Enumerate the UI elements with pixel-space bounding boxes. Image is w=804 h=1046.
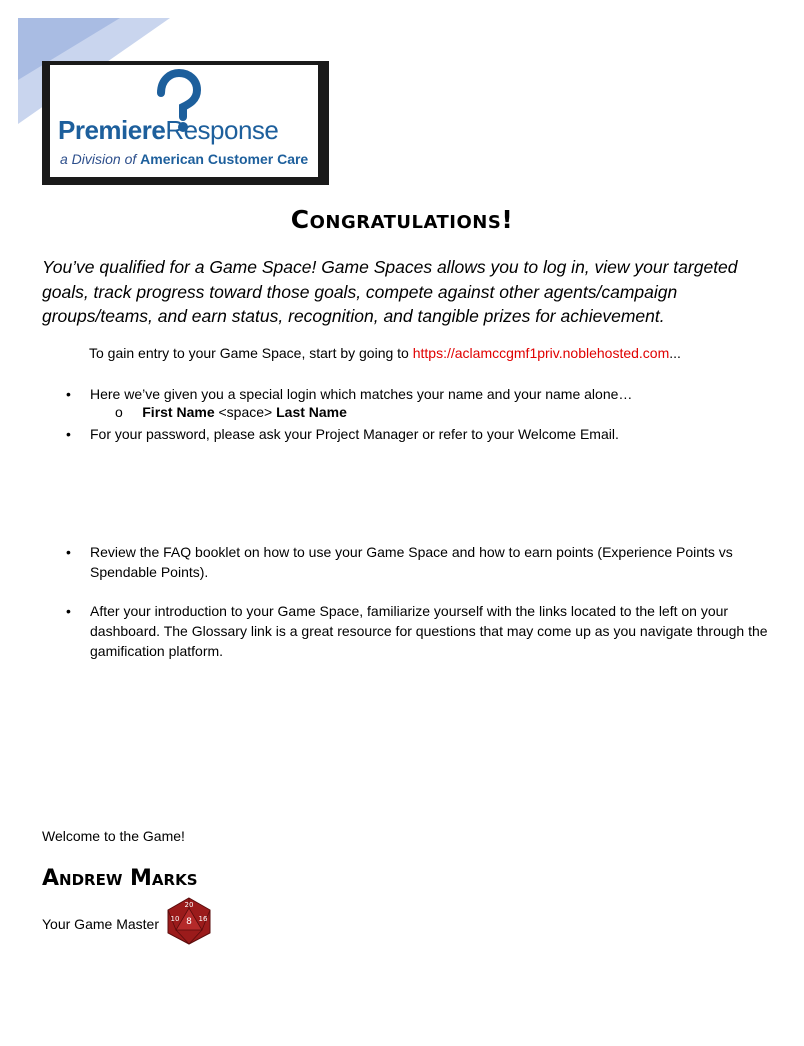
logo-division: a Division of American Customer Care [60, 151, 309, 167]
signature-name: Andrew Marks [42, 866, 198, 891]
page-title: Congratulations! [290, 205, 514, 234]
intro-paragraph: You’ve qualified for a Game Space! Game Spaces allows you to log in, view your targeted goals, track progress toward those goals, compete against other agents/campaign groups/teams, and earn status, recognition, and tangible prizes for achievement. [42, 257, 738, 326]
die-number: 16 [198, 915, 208, 923]
closing-line: Welcome to the Game! [42, 828, 185, 844]
die-number: 8 [186, 917, 192, 927]
die-number: 20 [184, 901, 194, 909]
login-format: o First Name <space> Last Name [115, 404, 347, 420]
gain-entry-line: To gain entry to your Game Space, start by going to https://aclamccgmf1priv.noblehosted.com... [89, 345, 681, 361]
logo-brand: PremiereResponse [58, 115, 279, 145]
signature-title: Your Game Master [42, 916, 159, 932]
d20-dice-icon [165, 896, 213, 946]
die-number: 10 [170, 915, 180, 923]
game-space-link[interactable]: https://aclamccgmf1priv.noblehosted.com [412, 345, 670, 361]
company-logo [42, 61, 329, 185]
